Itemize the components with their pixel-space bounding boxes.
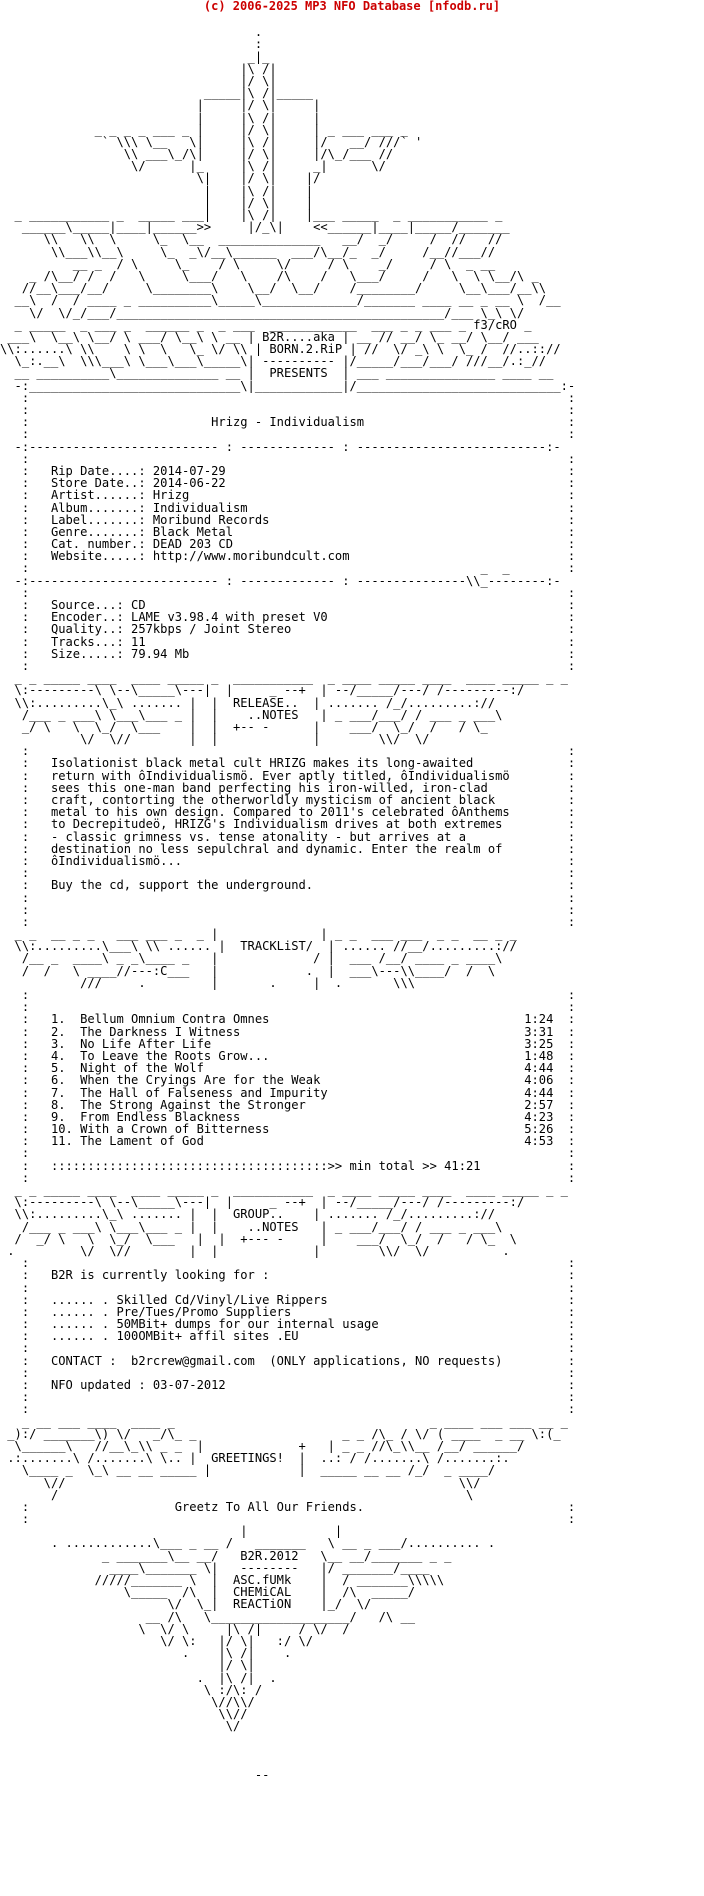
nfo-line: : : (0, 902, 576, 917)
nfo-line: : : (0, 427, 576, 442)
nfo-line: ______\_____|____|______>> |/_\| <<______|____|_____/_______ (0, 220, 510, 235)
nfo-line: : : (0, 866, 576, 881)
nfo-line: : Website.....: http://www.moribundcult.com : (0, 549, 576, 564)
nfo-line: : Label.......: Moribund Records : (0, 512, 576, 527)
nfo-line: : metal to his own design. Compared to 2011's celebrated ôAnthems : (0, 805, 576, 820)
nfo-line: \// \\/ (0, 1475, 481, 1490)
nfo-line: | |/ \| | (0, 98, 321, 113)
nfo-line: _ /\__/ / / \ \___/ \ /\ / \___/ / \ \ \__/\ _ (0, 268, 539, 283)
nfo-line: : : (0, 1000, 576, 1015)
nfo-line: : CONTACT : b2rcrew@gmail.com (ONLY applications, NO requests) : (0, 1353, 576, 1368)
nfo-line: : : (0, 403, 576, 417)
nfo-line: \\:.........\_\ ....... | | GROUP.. | ....... /_/.........:// (0, 1207, 496, 1222)
nfo-line: _ _______\__ __/ B2R.2012 \__ __/_______ _ _ (0, 1548, 452, 1563)
nfo-line: : 1. Bellum Omnium Contra Omnes 1:24 : (0, 1012, 576, 1027)
nfo-line: |\ /| (0, 61, 277, 76)
nfo-line: : : (0, 914, 576, 929)
nfo-line: -:_____________________________\|____________|/____________________________:- (0, 378, 576, 393)
nfo-art (0, 14, 704, 1781)
nfo-line: __\ / / ____ _ __________\_____\_____________/_______ ____ __ _ __ \ /__ (0, 293, 561, 308)
nfo-line: : : (0, 1390, 576, 1405)
nfo-line: \\:......\ \\ \ \ \ \_ \/ \\ | BORN.2.RiP | // \/ _\ \ \_ / //..::// (0, 342, 561, 357)
nfo-line: _|_ (0, 49, 270, 64)
nfo-line: : 8. The Strong Against the Stronger 2:57 : (0, 1097, 576, 1112)
nfo-line: : Source...: CD : (0, 598, 576, 612)
nfo-line: : Genre.......: Black Metal : (0, 524, 576, 539)
nfo-line: : to Decrepitudeö, HRIZG's Individualism drives at both extremes : (0, 817, 576, 832)
nfo-line: __ _ / \ \_ / \ \/ / \ _/ / \ _ __ (0, 256, 496, 271)
nfo-line: : Cat. number.: DEAD 203 CD : (0, 537, 576, 552)
nfo-line: : : (0, 1170, 576, 1185)
nfo-line: ____\_______ \| -------- |/ _______/____ (0, 1560, 430, 1575)
nfo-line: / _/ \ \ \_/ \___ | | +--- - | ___/ \_/ / / \_ \ (0, 1231, 517, 1246)
nfo-line: : : (0, 1512, 576, 1527)
nfo-line: /___ _ ___\ \___\___ _ | | ..NOTES | _ ___/___/ / ___ _ ___\ (0, 707, 503, 722)
nfo-line: _ __ ___ ____ ____ _ _ ____ ___ ___ __ _ (0, 1414, 568, 1429)
nfo-line: : : (0, 451, 576, 466)
nfo-line: : Album.......: Individualism : (0, 500, 576, 515)
nfo-line: / / \ ____//---:C___ | . | ___\---\\____/ / \ (0, 963, 496, 978)
nfo-line: _ _ __ _ _ ___ ___ _ _ | | _ _ ___ ___ _ _ __ _ _ (0, 927, 517, 942)
nfo-line: \\___\\__\ \_ _\/__\______ ___/\__/_ _/ /__//___// (0, 244, 496, 259)
nfo-line: : : (0, 890, 576, 905)
nfo-line: : Greetz To All Our Friends. : (0, 1499, 576, 1514)
nfo-line: \ :/\: / (0, 1682, 263, 1697)
nfo-line: : Encoder..: LAME v3.98.4 with preset V0 : (0, 610, 576, 625)
nfo-line: _ _ _ _ ___ _ | |/ \| | _ ___ ___ _ (0, 122, 408, 137)
nfo-line: \ \/ \ |\ /| / \/ / (0, 1621, 350, 1636)
nfo-line: : Buy the cd, support the underground. : (0, 878, 576, 893)
nfo-line: : Size.....: 79.94 Mb : (0, 646, 576, 661)
nfo-line: __ __________\______________ __ | PRESENTS | ___ _______________ ____ __ (0, 366, 554, 381)
nfo-line: : 4. To Leave the Roots Grow... 1:48 : (0, 1048, 576, 1063)
nfo-line: : : (0, 744, 576, 759)
nfo-line: : (0, 37, 263, 52)
nfo-line: \\:.........\_\ ....... | | RELEASE.. | ....... /_/.........:// (0, 695, 496, 710)
nfo-line: : : (0, 390, 576, 405)
nfo-line: _ _ _____ ____ ____ _____ _ ___________ _ ____ _____ ____ ____ _____ _ _ (0, 671, 568, 686)
nfo-line: \______\ //__\_\\ _ _ | + | _ _ //\_\\__ /__/ ______/ (0, 1438, 525, 1453)
nfo-line: \/ (0, 1719, 241, 1734)
nfo-line: / \ (0, 1487, 474, 1502)
nfo-line: ` \\\ \__ \| |\ /| |/ __/ ///` ' (0, 134, 423, 149)
nfo-line: _ ___________ _ _____ ___| |\ /| |___ _____ _ ___________ _ (0, 208, 503, 222)
nfo-line: \_____ /\ | CHEMiCAL | /\ _____/ (0, 1585, 416, 1600)
nfo-line: : ...... . Pre/Tues/Promo Suppliers : (0, 1304, 576, 1319)
nfo-line: -:-------------------------- : ------------- : ---------------\\_--------:- (0, 573, 561, 588)
nfo-line: : 6. When the Cryings Are for the Weak 4:06 : (0, 1073, 576, 1088)
nfo-line: . |\ /| . (0, 1646, 292, 1661)
nfo-line: : B2R is currently looking for : : (0, 1268, 576, 1283)
nfo-line: /////_______ \ | ASC.fUMk | / _______\\\\\ (0, 1573, 445, 1587)
nfo-line: : ...... . Skilled Cd/Vinyl/Live Rippers : (0, 1292, 576, 1307)
nfo-line: __ /\ \___________________/ /\ __ (0, 1609, 416, 1624)
nfo-line: /// . | . | . \\\ (0, 975, 416, 990)
nfo-line: \_:.__\ \\\___\ \___\___\_____\| ---------- |/_____/___/___/ ///__/.:_// (0, 354, 547, 369)
nfo-line: \\// (0, 1707, 248, 1722)
nfo-line: \:---------\ \--\_____\---| | _ --+ | --/_____/---/ /---------:/ (0, 683, 525, 698)
nfo-line: : Isolationist black metal cult HRIZG makes its long-awaited : (0, 756, 576, 771)
nfo-line: : 2. The Darkness I Witness 3:31 : (0, 1024, 576, 1039)
nfo-line: . \/ \// | | | \\/ \/ . (0, 1243, 510, 1258)
nfo-line: \/ |_ |\ /| _| \/ (0, 159, 386, 174)
nfo-line: _ _____ _ ___ _ ______ _ _ ___ ____________ ___ _ _ ___ _ f3/cRO _ (0, 317, 532, 332)
nfo-line: : Hrizg - Individualism : (0, 415, 576, 430)
nfo-line: \\ ___\_/\| |/ \| |/\_/___ // (0, 147, 394, 162)
nfo-line: . |\ /| . (0, 1670, 277, 1685)
nfo-line: | |\ /| | (0, 110, 321, 125)
nfo-line: : 10. With a Crown of Bitterness 5:26 : (0, 1122, 576, 1137)
nfo-line: _ _ _____ ____ ____ _____ _ ___________ _ ____ _____ ____ ____ _____ _ _ (0, 1183, 568, 1197)
nfo-line: : ::::::::::::::::::::::::::::::::::::::>> min total >> 41:21 : (0, 1158, 576, 1173)
nfo-line: _____|\ /|_____ (0, 86, 314, 101)
nfo-line: : ôIndividualismö... : (0, 853, 576, 868)
nfo-line: : 5. Night of the Wolf 4:44 : (0, 1061, 576, 1076)
nfo-line: | |\ /| | (0, 183, 314, 198)
nfo-line: \\ \\ \ \_ \__ ______________ __/ _/ / // // (0, 232, 503, 247)
nfo-line: . ............\___ _ __ / _______ \ __ _ ___/.......... . (0, 1536, 496, 1551)
nfo-line: : ...... . 100OMBit+ affil sites .EU : (0, 1329, 576, 1344)
nfo-line: : - classic grimness vs. tense atonality - but arrives at a : (0, 829, 576, 844)
nfo-line: |/ \| (0, 73, 277, 88)
nfo-line: _):/ _______\) \/ _/\_ _ _ _ /\_ / \/ ( ____ _ __ \:(_ (0, 1426, 561, 1441)
nfo-line: \/ \// | | | \\/ \/ (0, 732, 430, 747)
nfo-line: \\:.........\___\ \\ ...... | TRACKLiST/ | ...... //__/.........:// (0, 939, 517, 954)
nfo-line: \/ \_| REACTiON |_/ \/ (0, 1597, 372, 1612)
nfo-line: -- (0, 1768, 270, 1782)
nfo-line: | |/ \| | (0, 195, 314, 210)
nfo-line: : destination no less sepulchral and dynamic. Enter the realm of : (0, 841, 576, 856)
nfo-line: \| |/ \| |/ (0, 171, 321, 186)
nfo-line: _/ \ \ \_/ \___ | | +-- - | ___/ \_/ / / \_ (0, 719, 488, 734)
nfo-line: : 7. The Hall of Falseness and Impurity 4:44 : (0, 1085, 576, 1100)
nfo-line: : : (0, 585, 576, 600)
nfo-line: : : (0, 1280, 576, 1295)
nfo-line: /__ _ ____\ _ _\____ _ | / | ___ /__/ ____ _ ____\ (0, 951, 503, 966)
nfo-line: \:---------\ \--\_____\---| | _ --+ | --/_____/---/ /---------:/ (0, 1195, 525, 1210)
nfo-line: : : (0, 1256, 576, 1271)
nfo-line: \____ _ \_\ __ __ _____ | | _____ __ __ /_/ _ ____/ (0, 1463, 496, 1478)
nfo-line: : : (0, 1146, 576, 1161)
nfo-line: /___ _ ___\ \___\___ _ | | ..NOTES | _ ___/___/ / ___ _ ___\ (0, 1219, 503, 1234)
nfo-line: : Rip Date....: 2014-07-29 : (0, 463, 576, 478)
nfo-line: : Tracks...: 11 : (0, 634, 576, 649)
nfo-line: .:.......\ /.......\ \.. | GREETINGS! | ..: / /.......\ /.......:. (0, 1451, 510, 1466)
nfo-line: : craft, contorting the otherworldly mysticism of ancient black : (0, 793, 576, 807)
nfo-line: : : (0, 1365, 576, 1380)
nfo-line: : sees this one-man band perfecting his iron-willed, iron-clad : (0, 780, 576, 795)
site-header: (c) 2006-2025 MP3 NFO Database [nfodb.ru] (203, 0, 501, 13)
nfo-line: : _ _ : (0, 561, 576, 576)
nfo-line: | | (0, 1524, 343, 1539)
nfo-line: //__\___/__/ \________\ \__/ \__/ /________/ \__\___/__\\ (0, 281, 547, 296)
nfo-line: ___\ \__\ \__/ \ ___/ \__\ \ __ | B2R....aka | __ // __/ \_ __/ \__/ ___ (0, 329, 539, 344)
nfo-line: : ...... . 50MBit+ dumps for our internal usage : (0, 1317, 576, 1332)
nfo-line: : Artist......: Hrizg : (0, 488, 576, 503)
nfo-line: \//\\/ (0, 1694, 255, 1709)
nfo-line: : return with ôIndividualismö. Ever aptly titled, ôIndividualismö : (0, 768, 576, 783)
nfo-line: . (0, 25, 263, 40)
nfo-line: : 9. From Endless Blackness 4:23 : (0, 1109, 576, 1124)
nfo-line: |/ \| (0, 1658, 255, 1673)
nfo-line: : : (0, 1402, 576, 1417)
nfo-line: : Quality..: 257kbps / Joint Stereo : (0, 622, 576, 637)
nfo-line: -:-------------------------- : ------------- : --------------------------:- (0, 439, 561, 454)
nfo-line: \/ \/_/___/_____________________________________________/___ \_\ \/ (0, 305, 525, 320)
nfo-line: : : (0, 658, 576, 673)
nfo-line: : Store Date..: 2014-06-22 : (0, 476, 576, 491)
nfo-line: : : (0, 988, 576, 1002)
nfo-line: : : (0, 1341, 576, 1356)
nfo-line: \/ \: |/ \| :/ \/ (0, 1633, 314, 1648)
nfo-line: : NFO updated : 03-07-2012 : (0, 1378, 576, 1392)
nfo-line: : 3. No Life After Life 3:25 : (0, 1036, 576, 1051)
nfo-line: : 11. The Lament of God 4:53 : (0, 1134, 576, 1149)
